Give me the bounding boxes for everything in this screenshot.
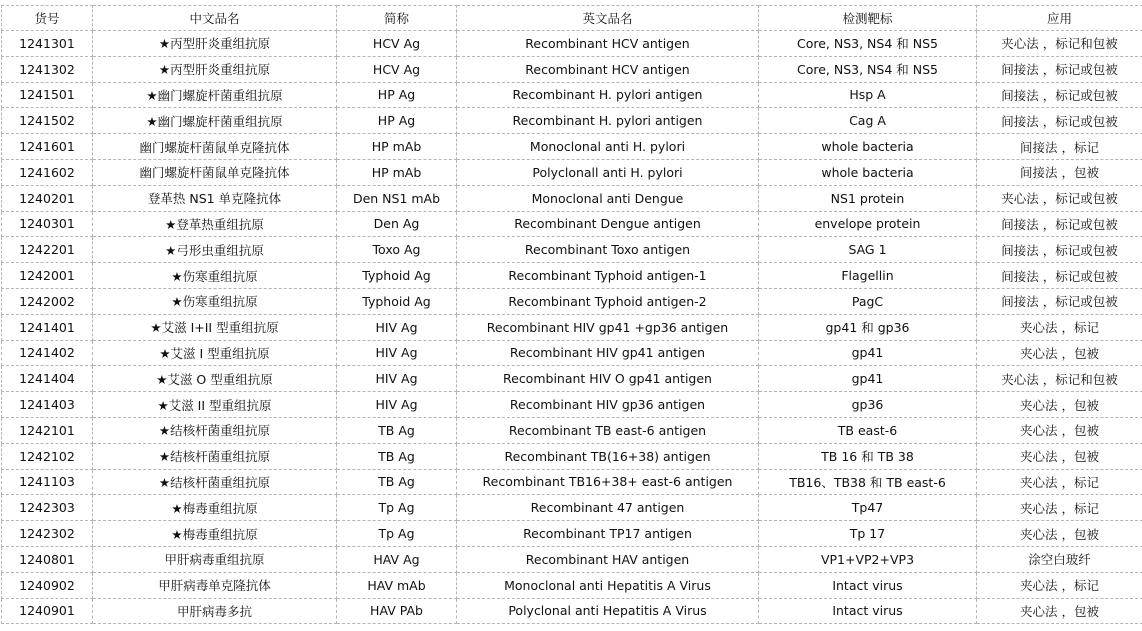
- abbreviation-cell: HIV Ag: [337, 392, 457, 418]
- table-row: [2, 546, 1142, 572]
- application-cell: 夹心法 ，标记: [977, 495, 1142, 521]
- chinese-name-cell: 甲肝病毒重组抗原: [93, 546, 337, 572]
- item-no-cell: 1242201: [2, 237, 93, 263]
- target-cell: envelope protein: [759, 211, 977, 237]
- table-row: [2, 469, 1142, 495]
- table-row: [2, 340, 1142, 366]
- header-abbreviation: 简称: [337, 6, 457, 31]
- target-cell: NS1 protein: [759, 185, 977, 211]
- abbreviation-cell: HP Ag: [337, 108, 457, 134]
- item-no-cell: 1240801: [2, 546, 93, 572]
- application-cell: 夹心法 ，包被: [977, 340, 1142, 366]
- table-row: [2, 31, 1142, 57]
- target-cell: TB16、TB38 和 TB east-6: [759, 469, 977, 495]
- application-cell: 间接法 ，标记: [977, 134, 1142, 160]
- target-cell: SAG 1: [759, 237, 977, 263]
- application-cell: 夹心法 ，标记或包被: [977, 185, 1142, 211]
- target-cell: Intact virus: [759, 598, 977, 624]
- product-table: [1, 5, 1142, 624]
- chinese-name-cell: ★艾滋 I+II 型重组抗原: [93, 314, 337, 340]
- table-row: [2, 314, 1142, 340]
- chinese-name-cell: 甲肝病毒单克隆抗体: [93, 572, 337, 598]
- table-row: [2, 366, 1142, 392]
- chinese-name-cell: ★幽门螺旋杆菌重组抗原: [93, 82, 337, 108]
- abbreviation-cell: HAV Ag: [337, 546, 457, 572]
- english-name-cell: Recombinant H. pylori antigen: [457, 82, 759, 108]
- item-no-cell: 1241401: [2, 314, 93, 340]
- target-cell: gp41 和 gp36: [759, 314, 977, 340]
- application-cell: 间接法 ，标记或包被: [977, 288, 1142, 314]
- english-name-cell: Recombinant HAV antigen: [457, 546, 759, 572]
- english-name-cell: Recombinant TB(16+38) antigen: [457, 443, 759, 469]
- chinese-name-cell: ★艾滋 O 型重组抗原: [93, 366, 337, 392]
- target-cell: Flagellin: [759, 263, 977, 289]
- application-cell: 夹心法 ，标记和包被: [977, 31, 1142, 57]
- chinese-name-cell: ★伤寒重组抗原: [93, 288, 337, 314]
- english-name-cell: Recombinant Typhoid antigen-1: [457, 263, 759, 289]
- abbreviation-cell: HAV mAb: [337, 572, 457, 598]
- abbreviation-cell: Typhoid Ag: [337, 288, 457, 314]
- english-name-cell: Recombinant Typhoid antigen-2: [457, 288, 759, 314]
- english-name-cell: Monoclonal anti H. pylori: [457, 134, 759, 160]
- abbreviation-cell: Toxo Ag: [337, 237, 457, 263]
- abbreviation-cell: HCV Ag: [337, 31, 457, 57]
- target-cell: gp41: [759, 340, 977, 366]
- target-cell: Tp 17: [759, 521, 977, 547]
- target-cell: TB east-6: [759, 417, 977, 443]
- item-no-cell: 1241501: [2, 82, 93, 108]
- table-body: [2, 31, 1142, 624]
- table-row: [2, 159, 1142, 185]
- table-row: [2, 443, 1142, 469]
- table-row: [2, 288, 1142, 314]
- item-no-cell: 1242303: [2, 495, 93, 521]
- application-cell: 夹心法 ，包被: [977, 443, 1142, 469]
- item-no-cell: 1242001: [2, 263, 93, 289]
- english-name-cell: Recombinant HIV gp41 antigen: [457, 340, 759, 366]
- application-cell: 夹心法 ，包被: [977, 417, 1142, 443]
- chinese-name-cell: ★梅毒重组抗原: [93, 495, 337, 521]
- application-cell: 夹心法 ，标记: [977, 469, 1142, 495]
- target-cell: Hsp A: [759, 82, 977, 108]
- english-name-cell: Monoclonal anti Hepatitis A Virus: [457, 572, 759, 598]
- chinese-name-cell: ★登革热重组抗原: [93, 211, 337, 237]
- table-row: [2, 211, 1142, 237]
- item-no-cell: 1240201: [2, 185, 93, 211]
- table-row: [2, 598, 1142, 624]
- target-cell: PagC: [759, 288, 977, 314]
- english-name-cell: Recombinant HIV gp41 +gp36 antigen: [457, 314, 759, 340]
- abbreviation-cell: TB Ag: [337, 417, 457, 443]
- item-no-cell: 1241301: [2, 31, 93, 57]
- header-row: [2, 6, 1142, 31]
- item-no-cell: 1242102: [2, 443, 93, 469]
- english-name-cell: Recombinant HCV antigen: [457, 31, 759, 57]
- item-no-cell: 1242101: [2, 417, 93, 443]
- table-row: [2, 56, 1142, 82]
- item-no-cell: 1240301: [2, 211, 93, 237]
- table-row: [2, 82, 1142, 108]
- table-row: [2, 237, 1142, 263]
- abbreviation-cell: HP mAb: [337, 134, 457, 160]
- abbreviation-cell: HP mAb: [337, 159, 457, 185]
- chinese-name-cell: ★结核杆菌重组抗原: [93, 417, 337, 443]
- english-name-cell: Recombinant TB east-6 antigen: [457, 417, 759, 443]
- item-no-cell: 1241602: [2, 159, 93, 185]
- header-english-name: 英文品名: [457, 6, 759, 31]
- application-cell: 夹心法 ，包被: [977, 521, 1142, 547]
- application-cell: 间接法 ，包被: [977, 159, 1142, 185]
- abbreviation-cell: Tp Ag: [337, 495, 457, 521]
- abbreviation-cell: Den NS1 mAb: [337, 185, 457, 211]
- item-no-cell: 1240902: [2, 572, 93, 598]
- abbreviation-cell: TB Ag: [337, 443, 457, 469]
- abbreviation-cell: HIV Ag: [337, 366, 457, 392]
- application-cell: 夹心法 ，标记: [977, 572, 1142, 598]
- abbreviation-cell: HIV Ag: [337, 314, 457, 340]
- abbreviation-cell: HP Ag: [337, 82, 457, 108]
- chinese-name-cell: ★丙型肝炎重组抗原: [93, 56, 337, 82]
- header-target: 检测靶标: [759, 6, 977, 31]
- header-chinese-name: 中文品名: [93, 6, 337, 31]
- application-cell: 夹心法 ，标记和包被: [977, 366, 1142, 392]
- chinese-name-cell: ★梅毒重组抗原: [93, 521, 337, 547]
- abbreviation-cell: HAV PAb: [337, 598, 457, 624]
- application-cell: 间接法 ，标记或包被: [977, 237, 1142, 263]
- chinese-name-cell: ★伤寒重组抗原: [93, 263, 337, 289]
- header-application: 应用: [977, 6, 1142, 31]
- table-row: [2, 134, 1142, 160]
- application-cell: 间接法 ，标记或包被: [977, 56, 1142, 82]
- target-cell: VP1+VP2+VP3: [759, 546, 977, 572]
- table-row: [2, 108, 1142, 134]
- item-no-cell: 1242302: [2, 521, 93, 547]
- chinese-name-cell: ★结核杆菌重组抗原: [93, 443, 337, 469]
- chinese-name-cell: ★弓形虫重组抗原: [93, 237, 337, 263]
- abbreviation-cell: HIV Ag: [337, 340, 457, 366]
- chinese-name-cell: ★结核杆菌重组抗原: [93, 469, 337, 495]
- abbreviation-cell: Tp Ag: [337, 521, 457, 547]
- application-cell: 夹心法 ，包被: [977, 392, 1142, 418]
- application-cell: 间接法 ，标记或包被: [977, 82, 1142, 108]
- english-name-cell: Recombinant 47 antigen: [457, 495, 759, 521]
- item-no-cell: 1241601: [2, 134, 93, 160]
- english-name-cell: Recombinant HIV gp36 antigen: [457, 392, 759, 418]
- application-cell: 夹心法 ，标记: [977, 314, 1142, 340]
- table-row: [2, 185, 1142, 211]
- english-name-cell: Recombinant TP17 antigen: [457, 521, 759, 547]
- target-cell: whole bacteria: [759, 159, 977, 185]
- application-cell: 间接法 ，标记或包被: [977, 211, 1142, 237]
- target-cell: Cag A: [759, 108, 977, 134]
- application-cell: 间接法 ，标记或包被: [977, 108, 1142, 134]
- item-no-cell: 1241402: [2, 340, 93, 366]
- item-no-cell: 1240901: [2, 598, 93, 624]
- item-no-cell: 1242002: [2, 288, 93, 314]
- item-no-cell: 1241302: [2, 56, 93, 82]
- english-name-cell: Recombinant H. pylori antigen: [457, 108, 759, 134]
- english-name-cell: Recombinant Dengue antigen: [457, 211, 759, 237]
- english-name-cell: Polyclonal anti Hepatitis A Virus: [457, 598, 759, 624]
- chinese-name-cell: ★幽门螺旋杆菌重组抗原: [93, 108, 337, 134]
- target-cell: whole bacteria: [759, 134, 977, 160]
- header-item-no: 货号: [2, 6, 93, 31]
- english-name-cell: Recombinant HIV O gp41 antigen: [457, 366, 759, 392]
- abbreviation-cell: Typhoid Ag: [337, 263, 457, 289]
- table-row: [2, 572, 1142, 598]
- english-name-cell: Polyclonall anti H. pylori: [457, 159, 759, 185]
- abbreviation-cell: HCV Ag: [337, 56, 457, 82]
- item-no-cell: 1241404: [2, 366, 93, 392]
- target-cell: Core, NS3, NS4 和 NS5: [759, 31, 977, 57]
- chinese-name-cell: 甲肝病毒多抗: [93, 598, 337, 624]
- target-cell: gp41: [759, 366, 977, 392]
- target-cell: Tp47: [759, 495, 977, 521]
- application-cell: 涂空白玻纤: [977, 546, 1142, 572]
- table-row: [2, 263, 1142, 289]
- item-no-cell: 1241502: [2, 108, 93, 134]
- english-name-cell: Recombinant HCV antigen: [457, 56, 759, 82]
- chinese-name-cell: ★艾滋 I 型重组抗原: [93, 340, 337, 366]
- item-no-cell: 1241403: [2, 392, 93, 418]
- table-row: [2, 417, 1142, 443]
- chinese-name-cell: 登革热 NS1 单克隆抗体: [93, 185, 337, 211]
- target-cell: Intact virus: [759, 572, 977, 598]
- target-cell: gp36: [759, 392, 977, 418]
- table-row: [2, 392, 1142, 418]
- table-row: [2, 521, 1142, 547]
- abbreviation-cell: TB Ag: [337, 469, 457, 495]
- application-cell: 夹心法 ，包被: [977, 598, 1142, 624]
- english-name-cell: Monoclonal anti Dengue: [457, 185, 759, 211]
- table-header: [2, 6, 1142, 31]
- item-no-cell: 1241103: [2, 469, 93, 495]
- table-row: [2, 495, 1142, 521]
- english-name-cell: Recombinant Toxo antigen: [457, 237, 759, 263]
- chinese-name-cell: 幽门螺旋杆菌鼠单克隆抗体: [93, 134, 337, 160]
- target-cell: Core, NS3, NS4 和 NS5: [759, 56, 977, 82]
- target-cell: TB 16 和 TB 38: [759, 443, 977, 469]
- application-cell: 间接法 ，标记或包被: [977, 263, 1142, 289]
- english-name-cell: Recombinant TB16+38+ east-6 antigen: [457, 469, 759, 495]
- chinese-name-cell: ★艾滋 II 型重组抗原: [93, 392, 337, 418]
- abbreviation-cell: Den Ag: [337, 211, 457, 237]
- chinese-name-cell: 幽门螺旋杆菌鼠单克隆抗体: [93, 159, 337, 185]
- chinese-name-cell: ★丙型肝炎重组抗原: [93, 31, 337, 57]
